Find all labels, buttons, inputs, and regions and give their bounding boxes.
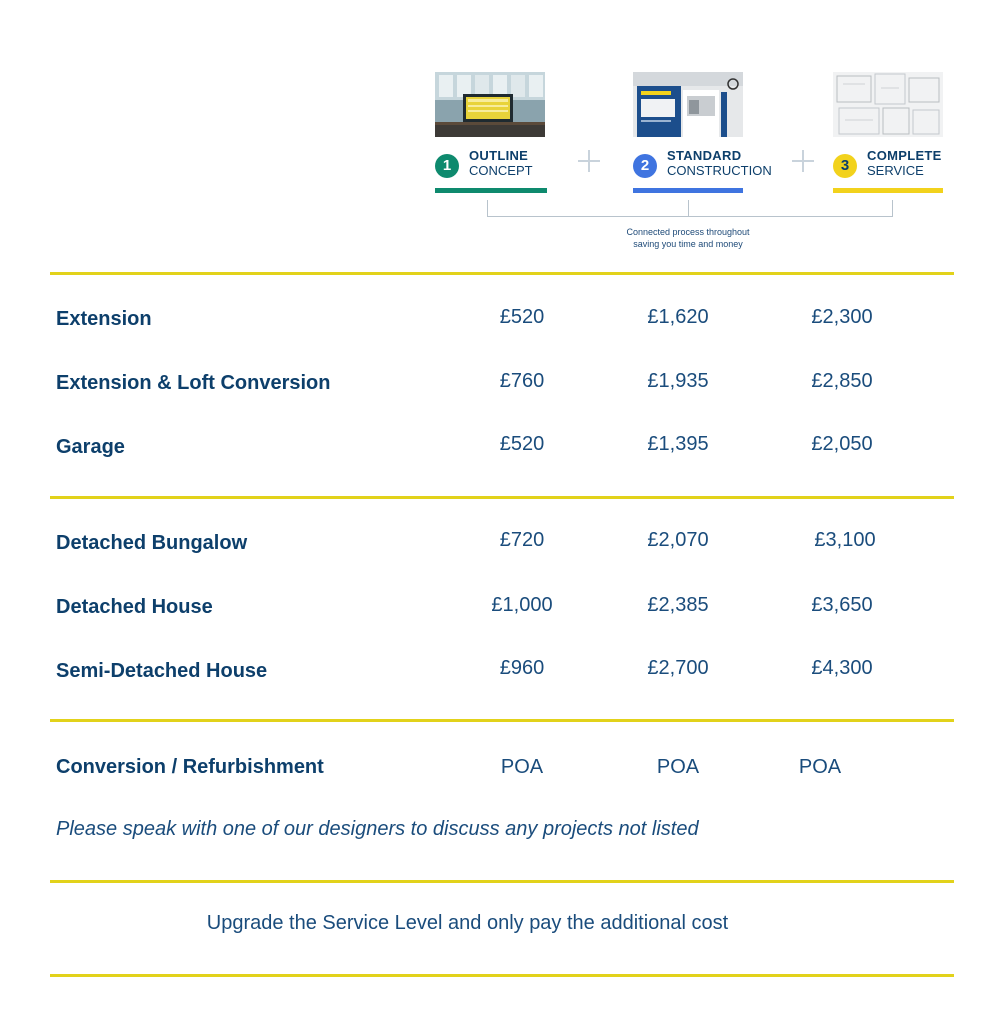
upgrade-note: Upgrade the Service Level and only pay the additional cost — [206, 912, 729, 934]
row-label: Extension — [56, 308, 152, 330]
step-3-badge: 3 — [833, 154, 857, 178]
price-outline: £520 — [499, 306, 545, 328]
outline-concept-image — [435, 72, 545, 137]
divider — [50, 272, 954, 275]
price-outline: £1,000 — [491, 594, 553, 616]
divider — [50, 974, 954, 977]
price-outline: POA — [500, 756, 544, 778]
price-standard: £1,620 — [647, 306, 709, 328]
divider — [50, 496, 954, 499]
tier-3-subtitle: SERVICE — [867, 163, 924, 178]
price-standard: £2,700 — [647, 657, 709, 679]
complete-service-image — [833, 72, 943, 137]
step-2-badge: 2 — [633, 154, 657, 178]
connector-stem — [688, 200, 689, 216]
price-outline: £760 — [499, 370, 545, 392]
price-standard: £1,395 — [647, 433, 709, 455]
unlisted-projects-note: Please speak with one of our designers to discuss any projects not listed — [56, 818, 699, 840]
row-label: Extension & Loft Conversion — [56, 372, 331, 394]
price-complete: £4,300 — [811, 657, 873, 679]
price-complete: £3,100 — [814, 529, 876, 551]
tier-outline-concept — [435, 142, 547, 202]
connector-note — [588, 226, 788, 250]
price-complete: £2,300 — [811, 306, 873, 328]
connector-bracket — [487, 200, 893, 217]
price-outline: £960 — [499, 657, 545, 679]
row-label: Garage — [56, 436, 125, 458]
row-label: Semi-Detached House — [56, 660, 268, 682]
divider — [50, 880, 954, 883]
price-outline: £720 — [499, 529, 545, 551]
tier-1-subtitle: CONCEPT — [469, 163, 533, 178]
price-complete: £3,650 — [811, 594, 873, 616]
tier-standard-construction — [633, 142, 783, 202]
tier-2-title: STANDARD — [667, 148, 742, 163]
step-1-badge: 1 — [435, 154, 459, 178]
plus-icon — [792, 150, 814, 172]
tier-1-underline — [435, 188, 547, 193]
tier-3-title: COMPLETE — [867, 148, 942, 163]
connector-note-line-2: saving you time and money — [633, 239, 743, 249]
price-standard: £1,935 — [647, 370, 709, 392]
price-standard: POA — [656, 756, 700, 778]
tier-3-underline — [833, 188, 943, 193]
price-standard: £2,385 — [647, 594, 709, 616]
tier-1-title: OUTLINE — [469, 148, 529, 163]
row-label: Conversion / Refurbishment — [56, 756, 324, 778]
row-label: Detached House — [56, 596, 213, 618]
tier-2-subtitle: CONSTRUCTION — [667, 163, 772, 178]
plus-icon — [578, 150, 600, 172]
divider — [50, 719, 954, 722]
tier-2-underline — [633, 188, 743, 193]
price-outline: £520 — [499, 433, 545, 455]
price-complete: £2,850 — [811, 370, 873, 392]
connector-note-line-1: Connected process throughout — [626, 227, 750, 237]
price-standard: £2,070 — [647, 529, 709, 551]
standard-construction-image — [633, 72, 743, 137]
price-complete: £2,050 — [811, 433, 873, 455]
row-label: Detached Bungalow — [56, 532, 248, 554]
price-complete: POA — [798, 756, 842, 778]
tier-complete-service — [833, 142, 945, 202]
